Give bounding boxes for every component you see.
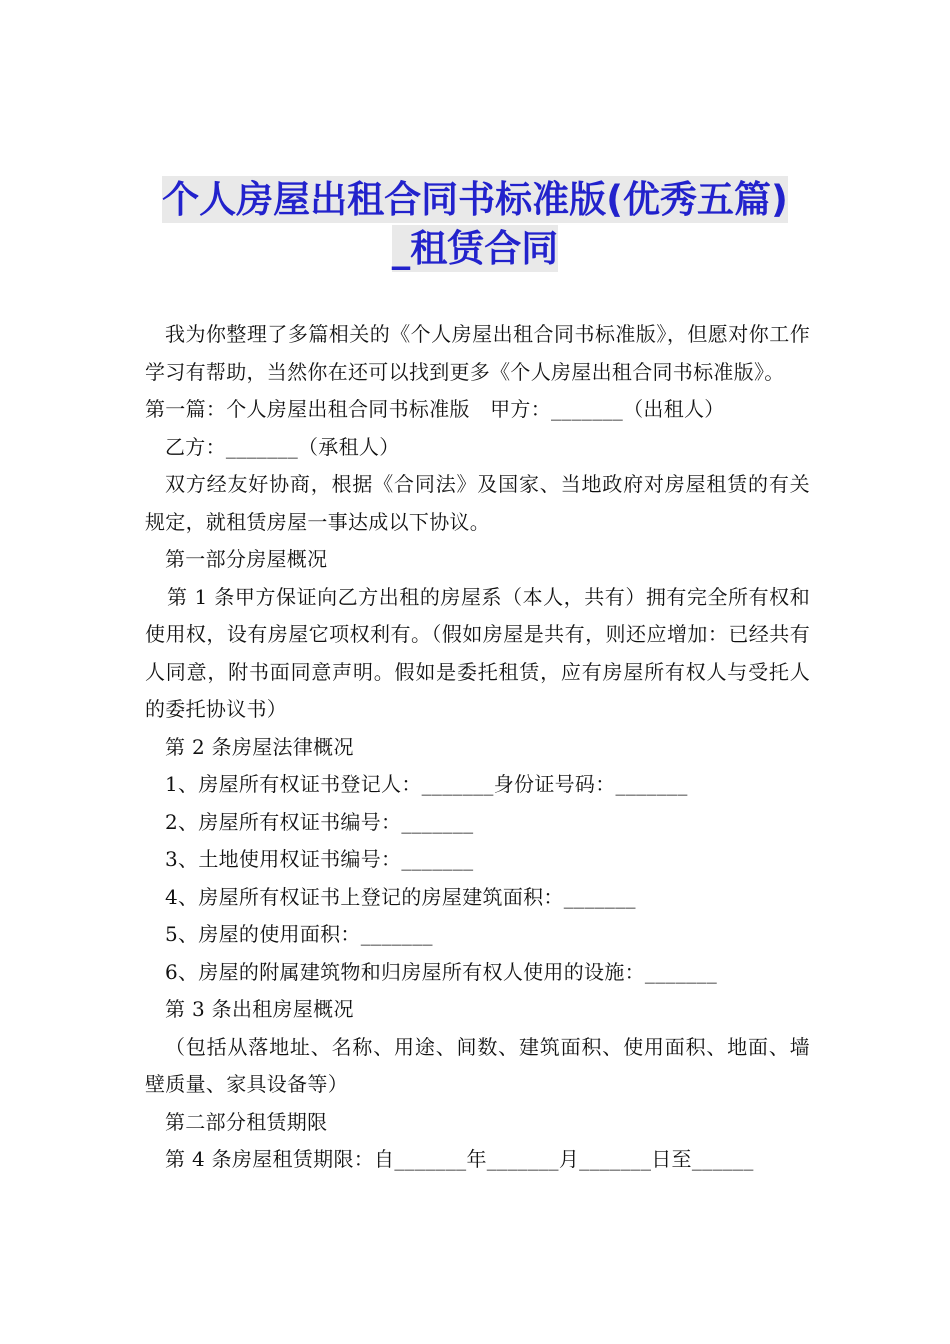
- list-item-3: 3、土地使用权证书编号：_______: [165, 847, 474, 871]
- section-heading-term: 第二部分租赁期限: [165, 1109, 328, 1134]
- list-item-2: 2、房屋所有权证书编号：_______: [165, 809, 474, 834]
- clause-3-detail: （包括从落地址、名称、用途、间数、建筑面积、使用面积、地面、墙壁质量、家具设备等）: [145, 1034, 810, 1096]
- list-item-5: 5、房屋的使用面积：_______: [165, 922, 433, 946]
- clause-1: 第 1 条甲方保证向乙方出租的房屋系（本人，共有）拥有完全所有权和使用权，设有房屋它项权利有。（假如房屋是共有，则还应增加：已经共有人同意，附书面同意声明。假如是委托租赁，应有房屋所有权人与受托人的委托协议书）: [145, 584, 810, 721]
- clause-3-heading: 第 3 条出租房屋概况: [165, 997, 354, 1021]
- first-article-heading: 第一篇：个人房屋出租合同书标准版 甲方：_______（出租人）: [145, 397, 725, 421]
- document-title-line-1: [0, 176, 950, 224]
- list-item-6: 6、房屋的附属建筑物和归房屋所有权人使用的设施：_______: [165, 959, 718, 984]
- agreement-paragraph: 双方经友好协商，根据《合同法》及国家、当地政府对房屋租赁的有关规定，就租赁房屋一事达成以下协议。: [145, 472, 810, 534]
- list-item-1: 1、房屋所有权证书登记人：_______身份证号码：_______: [165, 772, 688, 796]
- clause-2-heading: 第 2 条房屋法律概况: [165, 734, 354, 759]
- document-title-line-2: [0, 225, 950, 273]
- party-b-line: 乙方：_______（承租人）: [165, 434, 400, 459]
- intro-paragraph: 我为你整理了多篇相关的《个人房屋出租合同书标准版》，但愿对你工作学习有帮助，当然你在还可以找到更多《个人房屋出租合同书标准版》。: [145, 322, 810, 384]
- document-body: [145, 316, 810, 1179]
- title-text-2: _租赁合同: [391, 227, 559, 270]
- list-item-4: 4、房屋所有权证书上登记的房屋建筑面积：_______: [165, 884, 636, 909]
- clause-4: 第 4 条房屋租赁期限：自_______年_______月_______日至______: [165, 1147, 754, 1171]
- section-heading-property: 第一部分房屋概况: [165, 547, 328, 571]
- title-text-1: 个人房屋出租合同书标准版(优秀五篇): [162, 178, 788, 221]
